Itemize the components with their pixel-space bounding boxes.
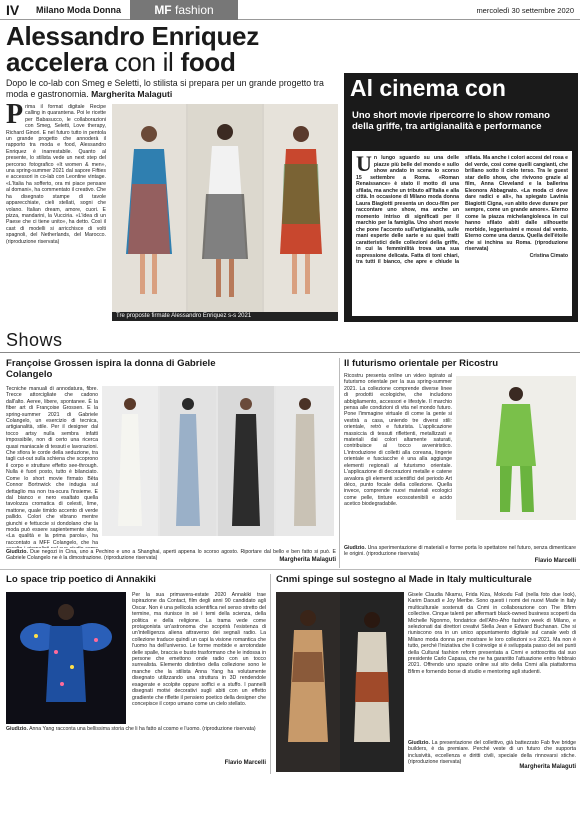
cnmi-giudizio: Giudizio. La presentazione del collettivo, già battezzato Fab five bridge builders, è da premiare. Perché veste di un futuro che supporta inclusività, eccellenza e diritti civili, speciale della rinnovarsi stiche. (riproduzione riservata)	[408, 740, 576, 764]
section-title: Shows	[6, 330, 63, 350]
futurismo-headline: Il futurismo orientale per Ricostru	[344, 358, 499, 369]
futurismo-photo	[456, 376, 576, 520]
cnmi-body: Gisele Claudia Nkamu, Frida Kiza, Mokodu Fall (nella foto due look), Karim Daoudi e Joy Meribe. Sono questi i nomi dei nuovi Made in Italy multiculturale sostenuti da Cnmi in collaborazione con The Bfirm collective. Cinque talenti per affermarti black-owned business scoperti da Michelle Ngonmo, fondatrice dell'Afro-Afro fashion week di Milano, e selezionati dai direttori creativi Stella Jean e Edward Buchanan. Che si riuniscono ora in un unico appuntamento digitale sul canale web di Milano moda donna per mostrare le loro collezioni s-s 2021. Ma non è tutto, perché l'iniziativa che li coinvolge si è sviluppata passo dei sei punti della Cultural fashion reform presentata a Cnmi e sottoscritta dal suo presidente Carlo Capasa, che ne ha garantito l'attuazione entro febbraio 2021. Offrendo uno spazio online sul sito della Cnmi alla piattaforma Bfirm e fornendo borse di studio e mentoring agli studenti.	[408, 592, 576, 675]
brand-logo: MF fashion	[130, 0, 238, 20]
grossen-giudizio: Giudizio. Due negozi in Cina, uno a Pechino e uno a Shanghai, aperti appena lo scorso agosto. Riportare dal bello e ben fatto si può. E Gabriele Colangelo ne è la dimostrazione. (riproduzione riservata)	[6, 549, 336, 562]
section-name: Milano Moda Donna	[36, 5, 121, 15]
annakiki-byline: Flavio Marcelli	[224, 760, 266, 766]
futurismo-byline: Flavio Marcelli	[534, 558, 576, 564]
annakiki-headline: Lo space trip poetico di Annakiki	[6, 574, 156, 585]
cinema-box	[344, 73, 578, 322]
lead-deck: Dopo le co-lab con Smeg e Seletti, lo stilista si prepara per un grande progetto tra moda e gastronomia. Margherita Malaguti	[6, 78, 324, 99]
cinema-body: Un lungo sguardo su una delle piazze più belle del mondo e sullo show andato in scena lo scorso 15 settembre a Roma. «Roman Renaissance» è stato il motto di una sfilata, ma anche un tributo all'Italia e alla città. In occasione di Milano moda donna Laura Biagiotti presenta un docu-film per raccontare uno show, ma anche un momento intriso di significati per il marchio per la famiglia. Uno short movie che pone l'accento sull'artigianalità, sulle mani esperte delle sarte e su quei tratti caratteristici delle collezioni della griffe, in cui la femminilità trova una sua espressione delicata. Fatta di toni chiari, tra tutti il bianco, che apre e chiude la sfilata. Ma anche i colori accesi del rosa e del verde, così come quelli cangianti, che brillano sotto il cielo terso. Tra le guest star dello show, che rivivono grazie al film, Anna Cleveland e la ballerina Eleonora Abbagnato. «La moda ci deve dare radici e ali», ha spiegato Lavinia Biagiotti Cigna, «un abito deve durare per sempre, come un grande amore». Eterno come la piazza michelangiolesca in cui hanno sfilato abiti dalle silhouette morbide, leggerissimi e mossi dal vento. Eterno come una danza. Quella dell'étoile che si inchina su Roma. (riproduzione riservata) Cristina Cimato	[352, 151, 572, 316]
lead-photo-caption: Tre proposte firmate Alessandro Enriquez s-s 2021	[112, 312, 338, 321]
cinema-headline: Al cinema con	[350, 75, 506, 101]
cinema-byline: Cristina Cimato	[529, 252, 568, 259]
row-divider	[0, 569, 580, 570]
grossen-photo	[102, 386, 334, 536]
annakiki-body: Per la sua primavera-estate 2020 Annakiki trae ispirazione da Contact, film degli anni 90 candidato agli Oscar. Non è una pellicola scientifica nel senso stretto del termine, ma riunisce in sé i temi della scienza, della politica e della religione. La trama vede come protagonista un'astronoma che scoprirà l'esistenza di un'intelligenza aliena attraverso dei segnali radio. La collezione traduce quindi un capi la visione romantica che l'uomo ha dell'universo. Le forme morbide e arrotondate delle spalle, braccia e busto trasformano che le indossa in persone che emettono onde radio con un tocco surrealista. Elemento distintivo della collezione sono le manche che la stilista Anna Yang ha volutamente disegnato utilizzando una struttura in 3D rendendole esagerate e scolpite oppure soffici e a stuffo. I pannelli disegnati motivi decorativi sugli abiti con un effetto gradiente che riflette il pensiero poetico della designer che concepisce il corpo umano come un cielo stellato.	[132, 592, 266, 707]
futurismo-body: Ricostru presenta online un video ispirato al futurismo orientale per la sua spring-summer 2021. La collezione comprende diverse linee di prodotti ecologiche, che includono abbigliamento, accessori e lifestyle. Il marchio pensa alle condizioni di vita nel mondo futuro. Pone l'immagine virtuale di come la gente si vestirà a casa, uniendo tre diversi stili: orientale, retrò e futurista. L'applicazione massiccia di tessuti riflettenti, metallizzati e materiali dai colori altamente saturati, contribuisce al tocco avveniristico. L'introduzione di colletti alla coreana, lingerie orientale e fusciacche è una alla aggiunge elementi regionali al futurismo orientale. L'applicazione di decorazioni metalle e catene avvalora gli elementi scientifici del periodo Art déco, punto focale della collezione. Quella invece, comprende nuovi materiali ecologici come pelle, tinture ecosostenibili e acido acetico biodegradabile.	[344, 373, 452, 508]
column-divider	[339, 358, 340, 568]
grossen-headline: Françoise Grossen ispira la donna di Gabriele Colangelo	[6, 358, 216, 380]
lead-headline: Alessandro Enriquez accelera con il food	[6, 21, 259, 77]
lead-photo	[112, 104, 338, 312]
annakiki-photo	[6, 592, 126, 724]
cinema-subtitle: Uno short movie ripercorre lo show romano della griffe, tra artigianalità e performance	[352, 110, 550, 132]
section-divider	[0, 352, 580, 353]
column-divider-2	[270, 574, 271, 774]
page-header	[0, 0, 580, 20]
page-number: IV	[6, 2, 20, 18]
grossen-byline: Margherita Malaguti	[279, 557, 336, 563]
cnmi-photo	[276, 592, 404, 772]
cnmi-byline: Margherita Malaguti	[519, 764, 576, 770]
cnmi-headline: Cnmi spinge sul sostegno al Made in Italy multiculturale	[276, 574, 532, 585]
lead-body: Prima il format digitale Recipe calling in quarantena. Poi le ricette per Babasucco, le collaborazioni con Smeg, Seletti, Love therapy, Richard Ginori. E nel futuro tutto in pentola un grande progetto che annoderà il rapporto tra moda e food, Alessandro Enriquez è inarrestabile. Quanto al presente, lo stilista vede un next step del percorso fotografico «It women & men», una spring-summer 2021 dal sapore Fifties e accessori in co-lab con Leontine vintage. «L'Italia ha sofferto, ora mi piace pensare al domani», ha commentato il creativo. Che ha disegnato stampe di tavole apparecchiate, cieli stellati, sogni che volano. Italian dream, amore, cuori. E pizza, mandarini, la Vucciria. «L'idea di un Paese che ci tiene unito», ha detto. Così il cast di modelli si arricchisce di volti spagnoli, del Netherlands, del Marocco. (riproduzione riservata)	[6, 104, 106, 245]
annakiki-giudizio: Giudizio. Anna Yang racconta una bellissima storia che li ha fatto al cosmo e l'uomo. (riproduzione riservata)	[6, 726, 256, 732]
grossen-body: Tecniche manuali di annodatura, fibre. Trecce attorcigliate che cadono dall'alto. Aeree, libere, spontanee. È la fiber art di Françoise Grossen. E la spring-summer 2021 di Gabriele Colangelo, un esercizio di tecnica, artigianalità, stile. Per il designer dal tocco artsy nulla sembra infatti impossibile, non di certo una ricerca quasi maniacale di tessuti e lavorazioni. Che sfiora le corde della seduzione, tra tagli cut-out sulla schiena che scoprono il corpo e strutture effetto see-through. Nulla è fuori posto, tutto è bilanciato. Come lo short movie firmato Bêta Connor Bortnwick che indugia sul dettaglio ma non tra-scura l'insieme. E dal bianco e nero esaltato quella tavolozza cromatica di celesti, lime, mattone, quale timido accento di verde pallido. Colori che vibrano mentre giunchi e fettuccie si dondolano che la moda può essere sapientemente slow, «La qualità e la prima parola», ha raccontato a MFF Colangelo, che ha	[6, 386, 98, 546]
futurismo-giudizio: Giudizio. Una sperimentazione di materiali e forme porta lo spettatore nel futuro, senza dimenticare le origini. (riproduzione riservata)	[344, 545, 576, 558]
issue-date: mercoledì 30 settembre 2020	[476, 6, 574, 15]
